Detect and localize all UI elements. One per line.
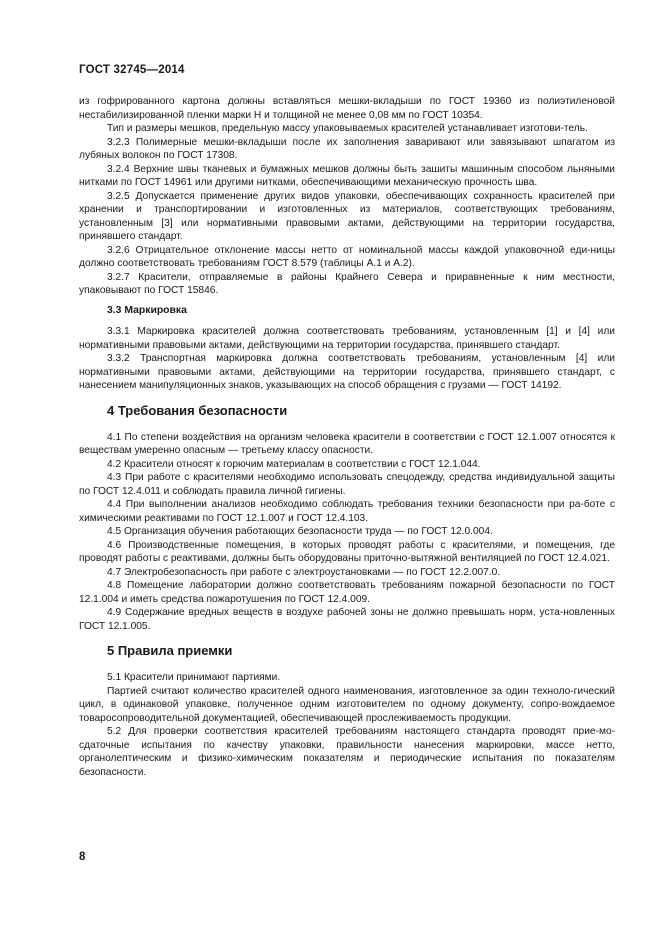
paragraph: 4.7 Электробезопасность при работе с электроустановками — по ГОСТ 12.2.007.0. [107, 566, 501, 578]
section-heading: 4 Требования безопасности [107, 402, 288, 418]
paragraph: 3.2.4 Верхние швы тканевых и бумажных мешков должны быть зашиты машинным способом льняными нитками по ГОСТ 14961 или другими нитками, обеспечивающими механическую прочность шва. [79, 163, 615, 188]
paragraph: Партией считают количество красителей одного наименования, изготовленное за один техноло-гический цикл, в одинаковой упаковке, полученное одним изготовителем по одному документу, сопро-вождаемое товаросопроводительной документацией, обеспечивающей прослеживаемость продукции. [79, 685, 615, 724]
paragraph: 3.2.7 Красители, отправляемые в районы Крайнего Севера и приравненные к ним местности, упаковывают по ГОСТ 15846. [79, 271, 615, 296]
document-header: ГОСТ 32745—2014 [79, 64, 185, 76]
paragraph: 3.3.2 Транспортная маркировка должна соответствовать требованиям, установленным [4] или нормативными правовыми актами, действующими на территории государства, принявшего стандарт, с нанесением манипуляционных знаков, указывающих на способ обращения с грузами — ГОСТ 14192. [79, 353, 615, 391]
paragraph: 4.5 Организация обучения работающих безопасности труда — по ГОСТ 12.0.004. [107, 526, 493, 537]
page-number: 8 [79, 851, 86, 863]
document-body [79, 95, 615, 779]
paragraph: 4.6 Производственные помещения, в которых проводят работы с красителями, и помещения, где проводят работы с реактивами, должны быть оборудованы приточно-вытяжной вентиляцией по ГОСТ 12.4.021. [79, 539, 615, 564]
paragraph: 3.2.6 Отрицательное отклонение массы нетто от номинальной массы каждой упаковочной еди-ницы должно соответствовать требованиям ГОСТ 8.579 (таблицы А.1 и А.2). [79, 244, 615, 269]
paragraph: 4.3 При работе с красителями необходимо использовать спецодежду, средства индивидуальной защиты по ГОСТ 12.4.011 и соблюдать правила личной гигиены. [79, 472, 615, 497]
paragraph: 5.1 Красители принимают партиями. [107, 672, 281, 683]
paragraph: 3.3.1 Маркировка красителей должна соответствовать требованиям, установленным [1] и [4] или нормативными правовыми актами, действующими на территории государства, принявшего стандарт. [79, 326, 615, 351]
paragraph: Тип и размеры мешков, предельную массу упаковываемых красителей устанавливает изготови-тель. [107, 123, 588, 134]
paragraph: 4.9 Содержание вредных веществ в воздухе рабочей зоны не должно превышать норм, уста-новленных ГОСТ 12.1.005. [79, 607, 615, 632]
paragraph: 4.4 При выполнении анализов необходимо соблюдать требования техники безопасности при ра-боте с химическими реактивами по ГОСТ 12.1.007 и ГОСТ 12.4.103. [79, 499, 615, 524]
subsection-heading: 3.3 Маркировка [107, 304, 187, 316]
paragraph: из гофрированного картона должны вставляться мешки-вкладыши по ГОСТ 19360 из полиэтиленовой нестабилизированной пленки марки Н и толщиной не менее 0,08 мм по ГОСТ 10354. [79, 96, 615, 121]
paragraph: 4.8 Помещение лаборатории должно соответствовать требованиям пожарной безопасности по ГОСТ 12.1.004 и иметь средства пожаротушения по ГОСТ 12.4.009. [79, 580, 615, 605]
paragraph: 4.2 Красители относят к горючим материалам в соответствии с ГОСТ 12.1.044. [107, 458, 481, 470]
paragraph: 3.2.3 Полимерные мешки-вкладыши после их заполнения заваривают или завязывают шпагатом из лубяных волокон по ГОСТ 17308. [79, 136, 615, 161]
paragraph: 3.2.5 Допускается применение других видов упаковки, обеспечивающих сохранность красителей при хранении и транспортировании и изготовленных из материалов, соответствующих требованиям, установленным [3] или нормативными правовыми актами, действующими на территории государства, принявшего стандарт. [79, 190, 615, 242]
section-heading: 5 Правила приемки [107, 643, 233, 658]
paragraph: 5.2 Для проверки соответствия красителей требованиям настоящего стандарта проводят прие-мо-сдаточные испытания по качеству упаковки, правильности нанесения маркировки, массе нетто, органолептическим и физико-химическим показателям и периодические испытания по показателям безопасности. [79, 726, 615, 778]
paragraph: 4.1 По степени воздействия на организм человека красители в соответствии с ГОСТ 12.1.007 относятся к веществам умеренно опасным — третьему классу опасности. [79, 431, 615, 456]
